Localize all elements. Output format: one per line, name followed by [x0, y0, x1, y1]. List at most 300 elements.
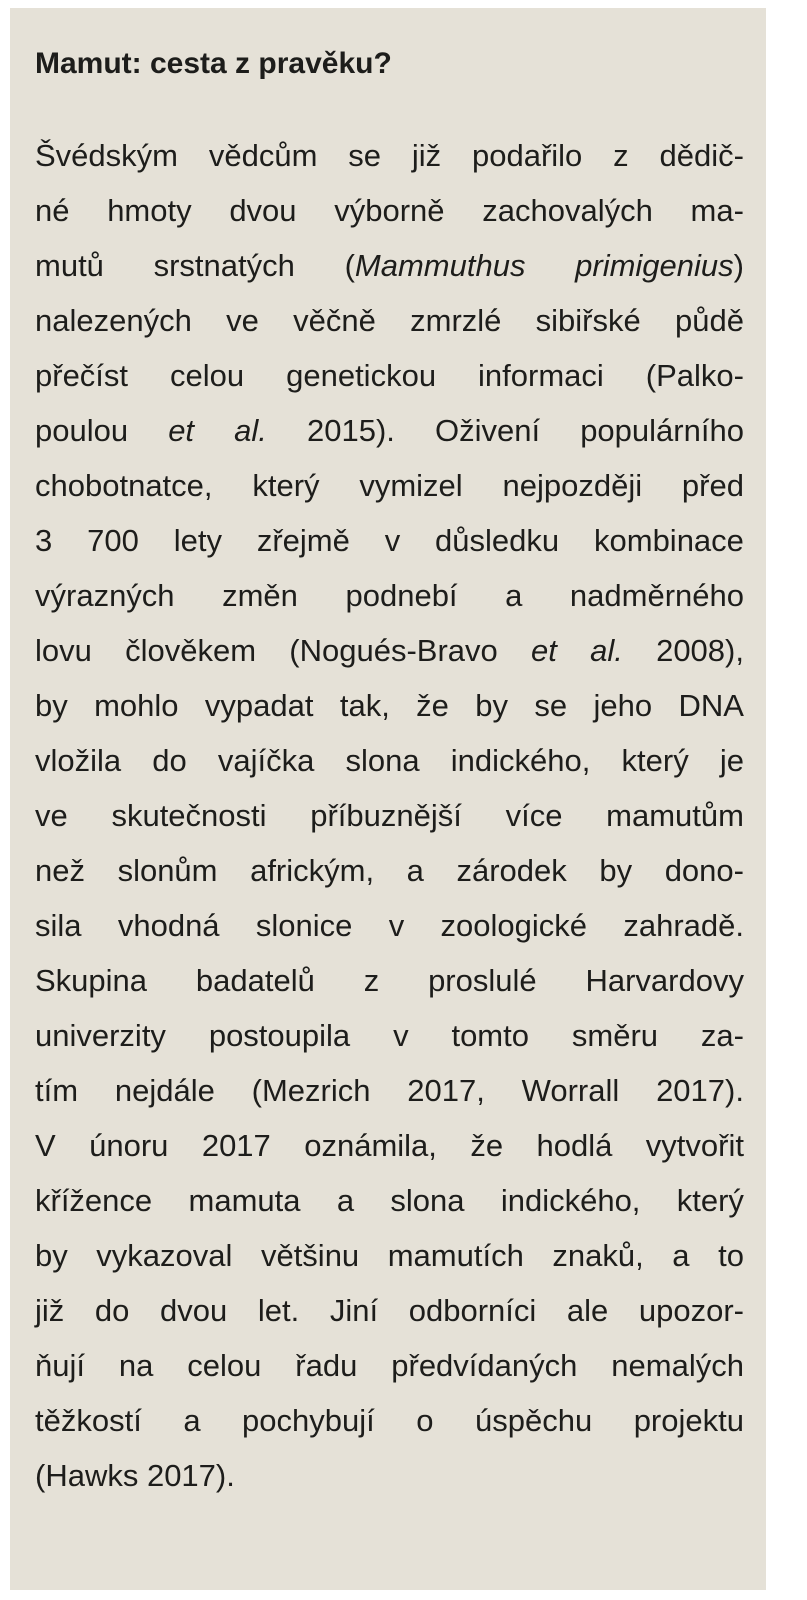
text-segment: badatelů — [195, 963, 315, 998]
text-segment: o — [416, 1403, 434, 1438]
text-segment: výborně — [334, 193, 445, 228]
word — [345, 568, 457, 623]
text-line — [35, 183, 744, 238]
word — [472, 128, 582, 183]
word — [125, 623, 256, 678]
text-segment: zárodek — [456, 853, 567, 888]
text-segment: mutů — [35, 248, 104, 283]
word — [252, 1063, 371, 1118]
word — [35, 403, 128, 458]
word — [435, 513, 559, 568]
text-segment: ( — [344, 248, 355, 283]
word — [701, 1008, 744, 1063]
word — [441, 898, 587, 953]
word — [599, 843, 632, 898]
text-segment: kombinace — [594, 523, 744, 558]
word — [35, 1393, 142, 1448]
text-line — [35, 953, 744, 1008]
word — [242, 1393, 375, 1448]
word — [345, 238, 526, 293]
word — [407, 1063, 485, 1118]
text-segment: jeho — [593, 688, 653, 723]
text-segment: Oživení — [434, 413, 541, 448]
word — [94, 678, 178, 733]
word — [585, 953, 744, 1008]
word — [482, 183, 653, 238]
text-segment: a — [406, 853, 424, 888]
text-segment: 2008), — [656, 633, 744, 668]
word — [613, 128, 629, 183]
text-segment: více — [505, 798, 563, 833]
word — [428, 953, 537, 1008]
text-line — [35, 843, 744, 898]
word — [168, 403, 194, 458]
text-segment: DNA — [678, 688, 744, 723]
word — [154, 238, 295, 293]
word — [580, 403, 744, 458]
word — [234, 403, 267, 458]
word — [348, 128, 381, 183]
text-segment: mamuta — [188, 1183, 301, 1218]
text-segment: informaci — [478, 358, 604, 393]
word — [720, 733, 744, 788]
text-segment: poulou — [35, 413, 129, 448]
text-segment: sila — [35, 908, 82, 943]
word — [639, 1283, 744, 1338]
text-segment: hmoty — [107, 193, 192, 228]
word — [451, 733, 591, 788]
word — [257, 513, 350, 568]
text-segment: 2017, — [407, 1073, 485, 1108]
word — [35, 788, 68, 843]
text-segment: Skupina — [35, 963, 148, 998]
word — [118, 898, 220, 953]
text-segment: předvídaných — [391, 1348, 578, 1383]
italic-text: Mammuthus — [354, 248, 526, 283]
word — [622, 733, 689, 788]
word — [623, 898, 744, 953]
text-segment: zoologické — [440, 908, 588, 943]
text-segment: (Mezrich — [251, 1073, 371, 1108]
word — [410, 293, 501, 348]
text-segment: by — [35, 1238, 68, 1273]
word — [682, 458, 744, 513]
word — [258, 1283, 299, 1338]
word — [416, 678, 449, 733]
text-segment: přečíst — [35, 358, 129, 393]
text-segment: a — [505, 578, 523, 613]
word — [572, 1008, 658, 1063]
text-segment: se — [534, 688, 568, 723]
word — [646, 348, 744, 403]
italic-text: al. — [590, 633, 623, 668]
text-segment: se — [348, 138, 381, 173]
text-segment: 2017 — [201, 1128, 271, 1163]
italic-text: primigenius — [575, 248, 734, 283]
text-segment: to — [718, 1238, 744, 1273]
word — [35, 1338, 85, 1393]
word — [475, 1393, 592, 1448]
word — [389, 898, 405, 953]
text-segment: na — [118, 1348, 154, 1383]
text-segment: sibiřské — [535, 303, 641, 338]
word — [407, 843, 424, 898]
word — [340, 678, 390, 733]
word — [337, 1173, 354, 1228]
word — [606, 788, 744, 843]
word — [660, 128, 744, 183]
word — [537, 1118, 613, 1173]
word — [678, 678, 743, 733]
text-segment: (Palko- — [645, 358, 744, 393]
text-segment: slonice — [255, 908, 353, 943]
word — [456, 843, 566, 898]
text-segment: Švédským — [35, 138, 178, 173]
text-segment: v — [388, 908, 405, 943]
word — [677, 1173, 744, 1228]
word — [594, 678, 653, 733]
text-segment: změn — [222, 578, 298, 613]
text-segment: Worrall — [521, 1073, 620, 1108]
word — [552, 1228, 643, 1283]
box-body-text — [35, 128, 744, 1503]
text-segment: vypadat — [204, 688, 314, 723]
word — [87, 513, 139, 568]
word — [286, 348, 436, 403]
text-segment: zachovalých — [482, 193, 653, 228]
text-line — [35, 623, 744, 678]
text-segment: populárního — [580, 413, 744, 448]
text-segment: než — [35, 853, 85, 888]
word — [35, 1283, 64, 1338]
text-segment: V — [35, 1128, 56, 1163]
text-segment: africkým, — [250, 853, 375, 888]
word — [35, 458, 213, 513]
word — [364, 953, 380, 1008]
word — [388, 1228, 524, 1283]
word — [256, 898, 353, 953]
text-segment: nejpozději — [502, 468, 643, 503]
word — [531, 623, 557, 678]
word — [35, 843, 85, 898]
text-segment: chobotnatce, — [35, 468, 213, 503]
text-line — [35, 678, 744, 733]
text-segment: ma- — [690, 193, 744, 228]
word — [534, 678, 567, 733]
text-segment: již — [411, 138, 442, 173]
text-segment: hodlá — [536, 1128, 613, 1163]
text-segment: genetickou — [286, 358, 437, 393]
word — [250, 843, 374, 898]
word — [202, 1118, 271, 1173]
text-line — [35, 1393, 744, 1448]
word — [334, 183, 444, 238]
text-line — [35, 1283, 744, 1338]
text-segment: řadu — [295, 1348, 358, 1383]
word — [646, 1118, 744, 1173]
word — [307, 403, 395, 458]
word — [35, 1228, 68, 1283]
word — [35, 623, 92, 678]
word — [252, 458, 319, 513]
text-line — [35, 1173, 744, 1228]
word — [475, 678, 508, 733]
word — [160, 1283, 227, 1338]
text-segment: vajíčka — [217, 743, 315, 778]
word — [35, 238, 104, 293]
word — [435, 403, 540, 458]
text-segment: a — [336, 1183, 355, 1218]
word — [35, 1008, 166, 1063]
text-segment: z — [613, 138, 629, 173]
word — [187, 1338, 261, 1393]
word — [89, 1118, 168, 1173]
word — [35, 733, 121, 788]
text-line — [35, 1118, 744, 1173]
text-segment: (Nogués-Bravo — [289, 633, 498, 668]
word — [35, 183, 69, 238]
text-segment: nadměrného — [569, 578, 744, 613]
word — [304, 1118, 437, 1173]
word — [718, 1228, 744, 1283]
text-segment: vykazoval — [96, 1238, 233, 1273]
word — [478, 348, 604, 403]
word — [451, 1008, 529, 1063]
text-segment: by — [599, 853, 633, 888]
word — [590, 623, 623, 678]
text-segment: do — [152, 743, 187, 778]
word — [505, 568, 522, 623]
text-segment: (Hawks 2017). — [35, 1458, 235, 1493]
text-segment: již — [35, 1293, 65, 1328]
text-segment: dědič- — [659, 138, 744, 173]
text-segment: věčně — [293, 303, 376, 338]
word — [209, 1008, 350, 1063]
text-segment: nemalých — [611, 1348, 744, 1383]
word — [170, 348, 244, 403]
text-segment: slona — [345, 743, 420, 778]
text-line — [35, 128, 744, 183]
text-segment: a — [183, 1403, 201, 1438]
text-line — [35, 238, 744, 293]
text-segment: důsledku — [435, 523, 560, 558]
text-segment: ve — [35, 798, 68, 833]
text-segment: vymizel — [359, 468, 463, 503]
text-segment: podařilo — [472, 138, 583, 173]
word — [152, 733, 186, 788]
text-segment: slonům — [117, 853, 218, 888]
text-line — [35, 1228, 744, 1283]
word — [575, 238, 744, 293]
text-segment: ve — [226, 303, 259, 338]
word — [346, 733, 420, 788]
word — [35, 1118, 56, 1173]
text-segment: vytvořit — [645, 1128, 744, 1163]
italic-text: et — [531, 633, 557, 668]
word — [611, 1338, 744, 1393]
text-segment: celou — [187, 1348, 262, 1383]
text-segment: který — [252, 468, 320, 503]
text-segment: ňují — [35, 1348, 85, 1383]
text-line — [35, 733, 744, 788]
box-title: Mamut: cesta z pravěku? — [35, 47, 392, 80]
text-segment: a — [672, 1238, 690, 1273]
word — [96, 1228, 232, 1283]
text-segment: v — [384, 523, 401, 558]
text-segment: únoru — [89, 1128, 169, 1163]
word — [570, 568, 744, 623]
text-segment: indického, — [450, 743, 591, 778]
text-line — [35, 1338, 744, 1393]
word — [222, 568, 298, 623]
text-segment: vědcům — [208, 138, 318, 173]
word — [665, 843, 744, 898]
text-segment: mamutích — [387, 1238, 524, 1273]
text-segment: z — [363, 963, 380, 998]
text-segment: dvou — [229, 193, 297, 228]
word — [174, 513, 222, 568]
text-segment: směru — [571, 1018, 659, 1053]
text-segment: né — [35, 193, 70, 228]
word — [289, 623, 497, 678]
text-segment: půdě — [675, 303, 744, 338]
word — [115, 1063, 215, 1118]
word — [95, 1283, 129, 1338]
text-segment: postoupila — [208, 1018, 351, 1053]
word — [656, 1063, 744, 1118]
text-segment: těžkostí — [35, 1403, 142, 1438]
sidebar-box — [10, 8, 766, 1590]
text-segment: tím — [35, 1073, 79, 1108]
word — [35, 898, 82, 953]
text-line — [35, 1008, 744, 1063]
word — [35, 513, 52, 568]
text-segment: úspěchu — [474, 1403, 593, 1438]
text-segment: by — [35, 688, 68, 723]
text-segment: by — [475, 688, 509, 723]
text-segment: proslulé — [428, 963, 537, 998]
text-segment: 700 — [87, 523, 139, 558]
text-segment: příbuznější — [310, 798, 462, 833]
text-segment: zahradě. — [623, 908, 744, 943]
text-line — [35, 1448, 744, 1503]
word — [310, 788, 462, 843]
word — [359, 458, 462, 513]
text-segment: do — [94, 1293, 130, 1328]
text-segment: nejdále — [114, 1073, 215, 1108]
word — [226, 293, 259, 348]
text-line — [35, 348, 744, 403]
word — [205, 678, 314, 733]
text-segment: ) — [733, 248, 744, 283]
text-segment: většinu — [260, 1238, 360, 1273]
text-line — [35, 293, 744, 348]
text-line — [35, 458, 744, 513]
text-segment: projektu — [633, 1403, 744, 1438]
text-segment: 3 — [35, 523, 53, 558]
text-segment: který — [621, 743, 689, 778]
text-segment: nalezených — [35, 303, 192, 338]
text-segment: tomto — [451, 1018, 529, 1053]
text-segment: zmrzlé — [410, 303, 502, 338]
text-segment: ale — [566, 1293, 609, 1328]
word — [506, 788, 563, 843]
text-segment: vhodná — [117, 908, 220, 943]
text-segment: let. — [257, 1293, 300, 1328]
text-segment: dono- — [664, 853, 744, 888]
word — [330, 1283, 378, 1338]
text-segment: znaků, — [552, 1238, 644, 1273]
text-segment: odborníci — [408, 1293, 537, 1328]
word — [390, 1173, 464, 1228]
word — [672, 1228, 689, 1283]
text-segment: skutečnosti — [111, 798, 267, 833]
word — [196, 953, 315, 1008]
text-segment: tak, — [339, 688, 390, 723]
italic-text: et — [168, 413, 195, 448]
word — [385, 513, 401, 568]
word — [503, 458, 643, 513]
text-line — [35, 1063, 744, 1118]
text-segment: pochybují — [242, 1403, 375, 1438]
text-segment: vložila — [35, 743, 122, 778]
word — [229, 183, 296, 238]
text-segment: oznámila, — [304, 1128, 437, 1163]
text-segment: mamutům — [606, 798, 744, 833]
text-segment: univerzity — [35, 1018, 166, 1053]
word — [118, 843, 218, 898]
text-segment: v — [393, 1018, 409, 1053]
word — [634, 1393, 744, 1448]
word — [522, 1063, 620, 1118]
word — [183, 1393, 200, 1448]
text-segment: indického, — [500, 1183, 641, 1218]
text-segment: mohlo — [94, 688, 179, 723]
word — [416, 1393, 433, 1448]
italic-text: al. — [234, 413, 267, 448]
text-segment: srstnatých — [153, 248, 295, 283]
word — [119, 1338, 153, 1393]
word — [209, 128, 318, 183]
word — [189, 1173, 301, 1228]
text-segment: je — [719, 743, 744, 778]
word — [35, 953, 147, 1008]
word — [567, 1283, 608, 1338]
text-segment: před — [681, 468, 744, 503]
word — [393, 1008, 409, 1063]
word — [470, 1118, 503, 1173]
text-line — [35, 568, 744, 623]
text-segment: dvou — [160, 1293, 228, 1328]
text-segment: Harvardovy — [585, 963, 744, 998]
word — [295, 1338, 357, 1393]
word — [35, 678, 68, 733]
text-segment: který — [676, 1183, 744, 1218]
text-line — [35, 513, 744, 568]
word — [675, 293, 744, 348]
text-segment: 2015). — [306, 413, 395, 448]
word — [536, 293, 641, 348]
text-segment: Jiní — [329, 1293, 379, 1328]
word — [35, 348, 128, 403]
text-segment: podnebí — [345, 578, 458, 613]
word — [107, 183, 191, 238]
text-segment: 2017). — [656, 1073, 744, 1108]
text-line — [35, 788, 744, 843]
word — [35, 1063, 78, 1118]
word — [35, 1173, 152, 1228]
word — [412, 128, 441, 183]
